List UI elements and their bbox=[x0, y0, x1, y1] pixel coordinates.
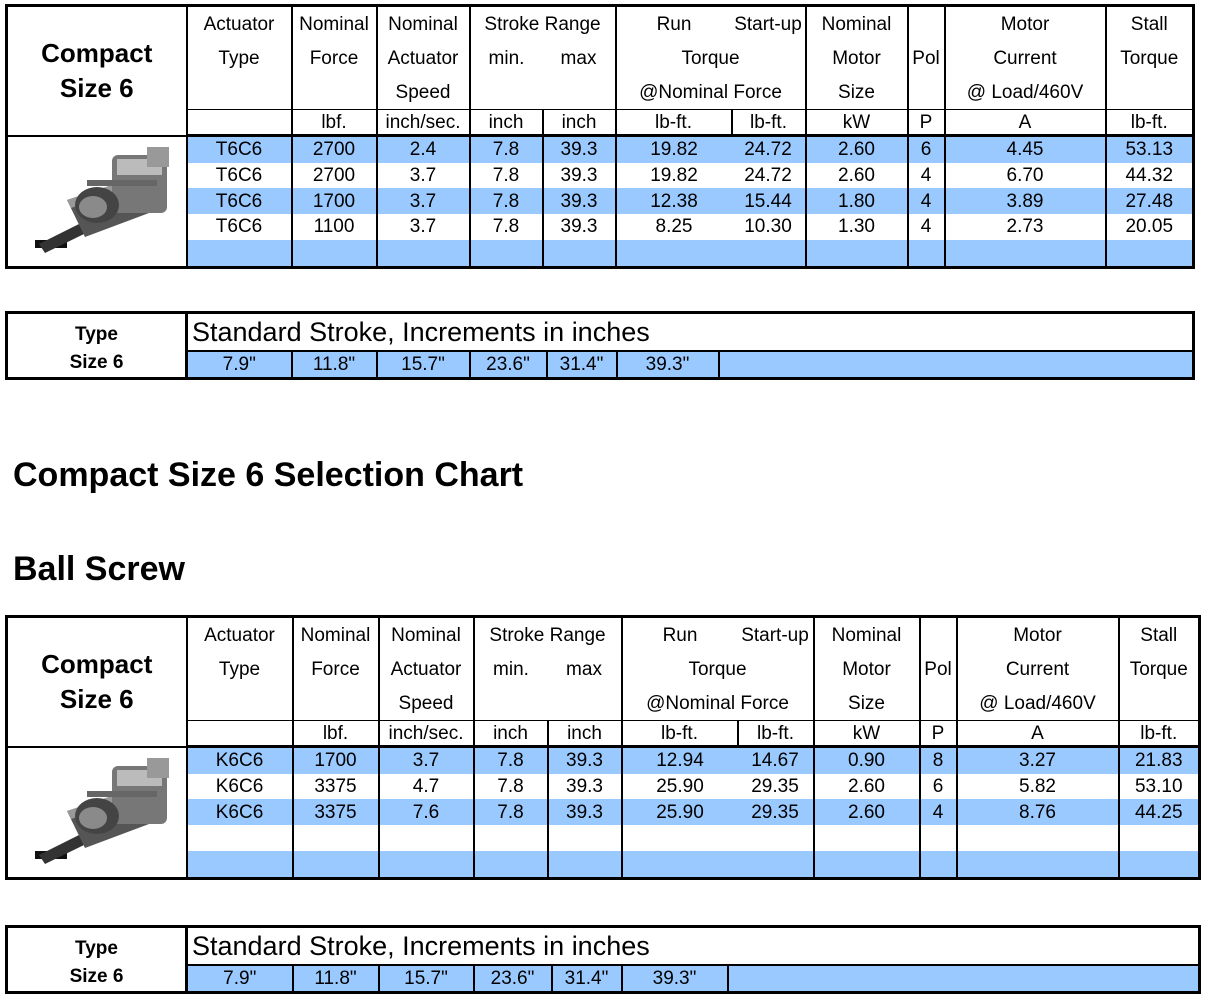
unit-cell: inch bbox=[543, 110, 616, 136]
header-cell: Pol bbox=[920, 652, 957, 686]
header-cell: Motor bbox=[806, 41, 908, 75]
header-cell: @ Load/460V bbox=[945, 75, 1106, 110]
table-cell: 1700 bbox=[292, 188, 377, 214]
header-cell: Start-up bbox=[738, 617, 814, 653]
table-cell: 4 bbox=[920, 799, 957, 825]
unit-cell: P bbox=[920, 721, 957, 747]
table-cell: 2700 bbox=[292, 136, 377, 163]
table-cell: 3.7 bbox=[377, 214, 470, 240]
header-cell: max bbox=[543, 41, 616, 75]
table-label: Compact Size 6 bbox=[7, 6, 187, 136]
unit-cell bbox=[187, 721, 293, 747]
table-cell: 19.82 bbox=[616, 163, 732, 189]
standard-stroke-table-1 bbox=[5, 311, 1195, 380]
unit-cell: lb-ft. bbox=[1119, 721, 1200, 747]
table-cell: 2.60 bbox=[814, 799, 920, 825]
table-cell: 4.7 bbox=[379, 774, 474, 800]
stroke-value: 11.8" bbox=[293, 965, 379, 993]
table-cell: 21.83 bbox=[1119, 747, 1200, 774]
table-cell: 8.25 bbox=[616, 214, 732, 240]
stroke-value: 7.9" bbox=[187, 965, 293, 993]
linear-actuator-image bbox=[9, 137, 185, 262]
table-cell: 6 bbox=[920, 774, 957, 800]
linear-actuator-image bbox=[9, 748, 185, 873]
header-cell: Current bbox=[945, 41, 1106, 75]
header-cell: Stroke Range bbox=[470, 6, 616, 42]
table-cell: 25.90 bbox=[622, 799, 738, 825]
header-cell: Nominal bbox=[379, 617, 474, 653]
header-cell: Motor bbox=[957, 617, 1119, 653]
unit-cell: inch bbox=[548, 721, 622, 747]
spec-table-1 bbox=[5, 4, 1195, 269]
stroke-title: Standard Stroke, Increments in inches bbox=[187, 927, 1200, 966]
header-cell: @Nominal Force bbox=[622, 686, 814, 721]
table-cell: 8.76 bbox=[957, 799, 1119, 825]
header-cell: @Nominal Force bbox=[616, 75, 806, 110]
unit-cell: A bbox=[945, 110, 1106, 136]
header-cell: Current bbox=[957, 652, 1119, 686]
table-cell: 44.32 bbox=[1106, 163, 1194, 189]
stroke-value: 15.7" bbox=[379, 965, 474, 993]
table-cell: K6C6 bbox=[187, 799, 293, 825]
table-label: Compact Size 6 bbox=[7, 617, 187, 747]
header-cell: Force bbox=[293, 652, 379, 686]
table-cell: 39.3 bbox=[548, 774, 622, 800]
header-cell: Run bbox=[616, 6, 732, 42]
unit-cell: lb-ft. bbox=[738, 721, 814, 747]
unit-cell bbox=[187, 110, 292, 136]
table-cell: 12.38 bbox=[616, 188, 732, 214]
table-cell: 4 bbox=[908, 214, 945, 240]
header-cell: Speed bbox=[379, 686, 474, 721]
table-cell: K6C6 bbox=[187, 747, 293, 774]
table-cell: 39.3 bbox=[543, 163, 616, 189]
header-cell: Force bbox=[292, 41, 377, 75]
table-cell: 7.8 bbox=[470, 136, 543, 163]
table-cell: 1100 bbox=[292, 214, 377, 240]
ball-screw-heading: Ball Screw bbox=[13, 550, 185, 588]
table-cell: 10.30 bbox=[732, 214, 806, 240]
table-cell: 19.82 bbox=[616, 136, 732, 163]
table-cell: 39.3 bbox=[543, 136, 616, 163]
header-cell: Nominal bbox=[814, 617, 920, 653]
header-cell: Stall bbox=[1106, 6, 1194, 42]
header-cell: Torque bbox=[622, 652, 814, 686]
unit-cell: inch/sec. bbox=[379, 721, 474, 747]
stroke-value: 23.6" bbox=[474, 965, 552, 993]
table-cell: T6C6 bbox=[187, 214, 292, 240]
table-cell: 3375 bbox=[293, 774, 379, 800]
table-cell: 3.7 bbox=[377, 188, 470, 214]
table-cell: 2.60 bbox=[814, 774, 920, 800]
spec-table-2 bbox=[5, 615, 1201, 880]
table-cell: T6C6 bbox=[187, 136, 292, 163]
table-cell: 3.7 bbox=[377, 163, 470, 189]
header-cell: Nominal bbox=[377, 6, 470, 42]
header-cell: Size bbox=[806, 75, 908, 110]
table-cell: 3.27 bbox=[957, 747, 1119, 774]
table-cell: 2.73 bbox=[945, 214, 1106, 240]
table-cell: 2.60 bbox=[806, 136, 908, 163]
table-cell: 24.72 bbox=[732, 136, 806, 163]
table-cell: 2.60 bbox=[806, 163, 908, 189]
table-cell: 3375 bbox=[293, 799, 379, 825]
unit-cell: kW bbox=[806, 110, 908, 136]
header-cell: Size bbox=[814, 686, 920, 721]
table-row bbox=[7, 747, 1200, 774]
table-cell: 8 bbox=[920, 747, 957, 774]
header-cell: Stroke Range bbox=[474, 617, 622, 653]
table-cell: 3.89 bbox=[945, 188, 1106, 214]
actuator-image bbox=[7, 136, 187, 268]
header-cell: Torque bbox=[616, 41, 806, 75]
table-cell: 39.3 bbox=[543, 214, 616, 240]
header-cell: Nominal bbox=[806, 6, 908, 42]
header-cell: Actuator bbox=[377, 41, 470, 75]
unit-cell: lbf. bbox=[292, 110, 377, 136]
table-cell: 5.82 bbox=[957, 774, 1119, 800]
table-cell: 44.25 bbox=[1119, 799, 1200, 825]
header-cell: Speed bbox=[377, 75, 470, 110]
header-cell: Nominal bbox=[293, 617, 379, 653]
stroke-title: Standard Stroke, Increments in inches bbox=[187, 313, 1194, 352]
stroke-value: 23.6" bbox=[470, 351, 547, 379]
header-cell: Actuator bbox=[187, 6, 292, 42]
stroke-value: 31.4" bbox=[552, 965, 622, 993]
table-cell: 25.90 bbox=[622, 774, 738, 800]
header-cell: min. bbox=[470, 41, 543, 75]
header-cell: Nominal bbox=[292, 6, 377, 42]
table-cell: 4 bbox=[908, 188, 945, 214]
table-cell: 0.90 bbox=[814, 747, 920, 774]
table-cell: 6.70 bbox=[945, 163, 1106, 189]
table-cell: 14.67 bbox=[738, 747, 814, 774]
unit-cell: inch bbox=[470, 110, 543, 136]
header-cell: Motor bbox=[814, 652, 920, 686]
table-cell: 7.8 bbox=[470, 214, 543, 240]
stroke-value: 31.4" bbox=[547, 351, 617, 379]
table-cell: 1.80 bbox=[806, 188, 908, 214]
header-cell: Stall bbox=[1119, 617, 1200, 653]
unit-cell: A bbox=[957, 721, 1119, 747]
table-cell: T6C6 bbox=[187, 163, 292, 189]
table-cell: 7.6 bbox=[379, 799, 474, 825]
unit-cell: lb-ft. bbox=[1106, 110, 1194, 136]
table-cell: 4.45 bbox=[945, 136, 1106, 163]
header-cell: Run bbox=[622, 617, 738, 653]
stroke-value: 39.3" bbox=[622, 965, 728, 993]
table-cell: 2700 bbox=[292, 163, 377, 189]
table-cell: 24.72 bbox=[732, 163, 806, 189]
stroke-value: 39.3" bbox=[617, 351, 719, 379]
header-cell: max bbox=[548, 652, 622, 686]
table-cell: 3.7 bbox=[379, 747, 474, 774]
unit-cell: P bbox=[908, 110, 945, 136]
table-cell: 7.8 bbox=[474, 799, 548, 825]
header-cell: Start-up bbox=[732, 6, 806, 42]
header-cell: Actuator bbox=[379, 652, 474, 686]
table-cell: 2.4 bbox=[377, 136, 470, 163]
table-cell: 4 bbox=[908, 163, 945, 189]
table-cell: 15.44 bbox=[732, 188, 806, 214]
table-cell: 20.05 bbox=[1106, 214, 1194, 240]
header-cell: Actuator bbox=[187, 617, 293, 653]
table-cell: 7.8 bbox=[470, 188, 543, 214]
unit-cell: lbf. bbox=[293, 721, 379, 747]
stroke-value: 15.7" bbox=[377, 351, 470, 379]
stroke-value: 11.8" bbox=[292, 351, 377, 379]
unit-cell: kW bbox=[814, 721, 920, 747]
table-cell: 53.13 bbox=[1106, 136, 1194, 163]
table-cell: 39.3 bbox=[548, 747, 622, 774]
header-cell: min. bbox=[474, 652, 548, 686]
standard-stroke-table-2 bbox=[5, 925, 1201, 994]
table-cell: 53.10 bbox=[1119, 774, 1200, 800]
stroke-type-label: Type Size 6 bbox=[7, 313, 187, 379]
table-cell: 7.8 bbox=[474, 774, 548, 800]
table-cell: K6C6 bbox=[187, 774, 293, 800]
selection-chart-heading: Compact Size 6 Selection Chart bbox=[13, 456, 524, 494]
header-cell: Pol bbox=[908, 41, 945, 75]
table-cell: T6C6 bbox=[187, 188, 292, 214]
table-cell: 12.94 bbox=[622, 747, 738, 774]
table-cell: 29.35 bbox=[738, 799, 814, 825]
header-cell: @ Load/460V bbox=[957, 686, 1119, 721]
stroke-type-label: Type Size 6 bbox=[7, 927, 187, 993]
header-cell: Type bbox=[187, 41, 292, 75]
unit-cell: lb-ft. bbox=[622, 721, 738, 747]
table-row bbox=[7, 136, 1194, 163]
unit-cell: inch/sec. bbox=[377, 110, 470, 136]
header-cell: Type bbox=[187, 652, 293, 686]
stroke-value: 7.9" bbox=[187, 351, 292, 379]
table-cell: 6 bbox=[908, 136, 945, 163]
header-cell: Motor bbox=[945, 6, 1106, 42]
table-cell: 1.30 bbox=[806, 214, 908, 240]
table-cell: 27.48 bbox=[1106, 188, 1194, 214]
table-cell: 1700 bbox=[293, 747, 379, 774]
unit-cell: inch bbox=[474, 721, 548, 747]
table-cell: 7.8 bbox=[474, 747, 548, 774]
table-cell: 39.3 bbox=[548, 799, 622, 825]
table-cell: 29.35 bbox=[738, 774, 814, 800]
unit-cell: lb-ft. bbox=[732, 110, 806, 136]
header-cell: Torque bbox=[1106, 41, 1194, 75]
unit-cell: lb-ft. bbox=[616, 110, 732, 136]
actuator-image bbox=[7, 747, 187, 879]
table-cell: 39.3 bbox=[543, 188, 616, 214]
header-cell: Torque bbox=[1119, 652, 1200, 686]
table-cell: 7.8 bbox=[470, 163, 543, 189]
